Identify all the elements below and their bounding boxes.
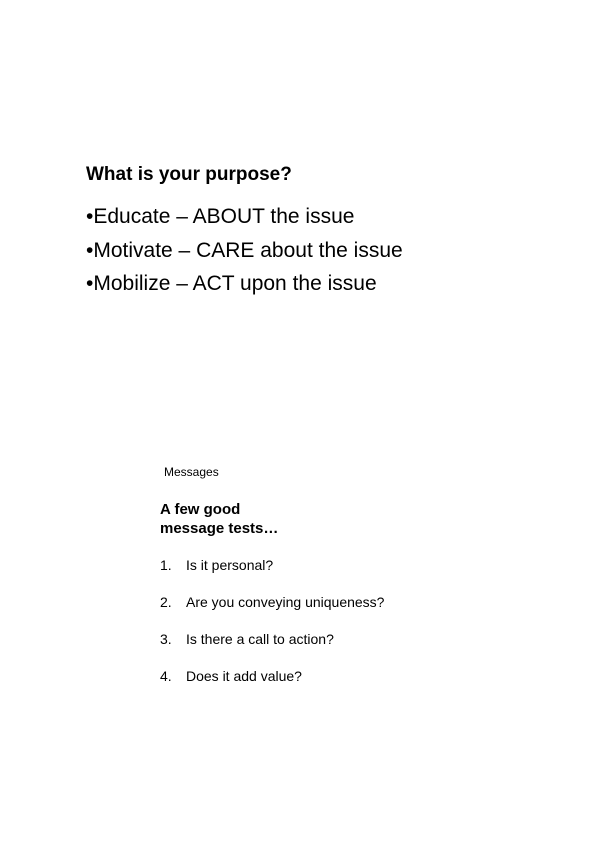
purpose-title: What is your purpose?	[86, 164, 292, 185]
purpose-item-mobilize: •Mobilize – ACT upon the issue	[86, 272, 377, 295]
purpose-item-educate: •Educate – ABOUT the issue	[86, 205, 355, 228]
test-text: Is there a call to action?	[186, 631, 334, 647]
tests-heading	[160, 500, 360, 538]
test-number: 1.	[160, 557, 172, 573]
purpose-item-motivate: •Motivate – CARE about the issue	[86, 238, 403, 262]
test-item	[160, 667, 384, 704]
tests-list	[160, 556, 384, 704]
purpose-list	[86, 200, 403, 301]
test-item	[160, 630, 384, 667]
test-number: 3.	[160, 631, 172, 647]
messages-label: Messages	[164, 465, 219, 479]
test-item	[160, 556, 384, 593]
test-text: Does it add value?	[186, 668, 302, 684]
test-number: 4.	[160, 668, 172, 684]
test-text: Are you conveying uniqueness?	[186, 594, 385, 610]
tests-heading-line2: message tests…	[160, 520, 279, 537]
test-item	[160, 593, 384, 630]
test-number: 2.	[160, 594, 172, 610]
test-text: Is it personal?	[186, 557, 274, 573]
tests-heading-line1: A few good	[160, 501, 241, 518]
